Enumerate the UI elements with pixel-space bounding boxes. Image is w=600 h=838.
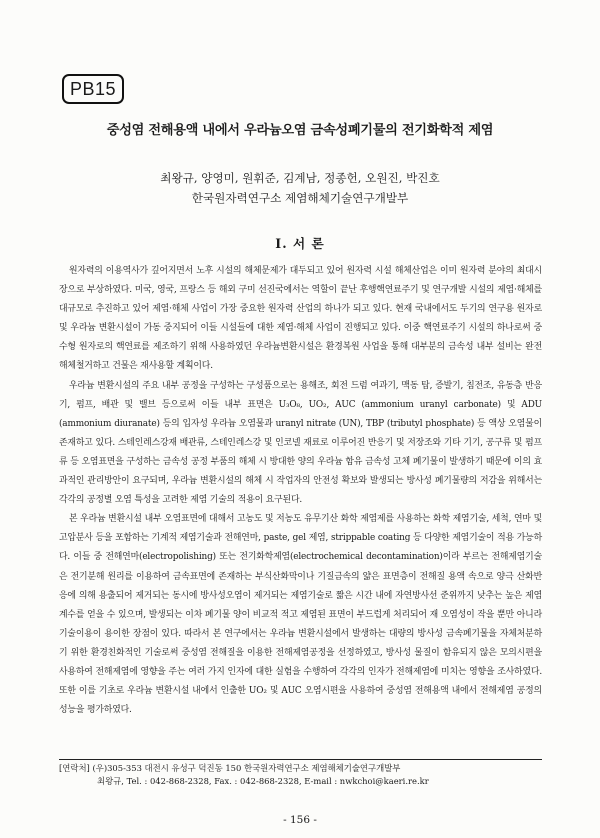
- paragraph: 우라늄 변환시설의 주요 내부 공정을 구성하는 구성품으로는 용해조, 회전 드럼 여과기, 맥동 탑, 증발기, 침전조, 유동층 반응기, 펌프, 배관 및 밸브 등으로써 이들 내부 표면은 U₃O₈, UO₂, AUC (ammonium uranyl carbonate) 및 ADU (ammonium diuranate) 등의 입자성 우라늄 오염물과 uranyl nitrate (UN), TBP (tributyl phosphate) 등 액상 오염물이 존재하고 있다. 스테인레스강재 배관류, 스테인레스강 및 인코넬 재료로 이루어진 반응기 및 저장조와 기타 기기, 공구류 및 펌프류 등 오염표면을 구성하는 금속성 공정 부품의 해체 시 방대한 양의 우라늄 함유 금속성 고체 폐기물이 발생하기 때문에 이의 효과적인 관리방안이 요구되며, 우라늄 변환시설의 해체 시 작업자의 안전성 확보와 발생되는 방사성 폐기물량의 저감을 위해서는 각각의 공정별 오염 특성을 고려한 제염 기술의 적용이 요구된다.: [59, 380, 542, 506]
- footnote-divider: [59, 759, 542, 760]
- body-text: [59, 262, 542, 720]
- page-number: - 156 -: [283, 814, 317, 826]
- contact-footnote: [59, 762, 542, 788]
- author-list: 최왕규, 양영미, 원휘준, 김계남, 정종헌, 오원진, 박진호: [160, 171, 440, 185]
- affiliation: 한국원자력연구소 제염해체기술연구개발부: [191, 191, 409, 205]
- paper-id-badge: PB15: [62, 74, 124, 104]
- contact-address: [연락처] (우)305-353 대전시 유성구 덕진동 150 한국원자력연구소 제염해체기술연구개발부: [59, 763, 401, 773]
- paragraph: 본 우라늄 변환시설 내부 오염표면에 대해서 고농도 및 저농도 유무기산 화학 제염제를 사용하는 화학 제염기술, 세척, 연마 및 고압분사 등을 포함하는 기계적 제염기술과 전해연마, paste, gel 제염, strippable coating 등 다양한 제염기술이 적용 가능하다. 이들 중 전해연마(electropolishing) 또는 전기화학제염(electrochemical decontamination)이라 부르는 전해제염기술은 전기분해 원리를 이용하여 금속표면에 존재하는 부식산화막이나 기질금속의 얇은 표면층이 전해질 용액 속으로 양극 산화반응에 의해 용출되어 제거되는 동시에 방사성오염이 제거되는 제염기술로 짧은 시간 내에 자연방사선 준위까지 낮추는 높은 제염계수를 얻을 수 있으며, 발생되는 이차 폐기물 양이 비교적 적고 제염된 표면이 부드럽게 처리되어 재 오염성이 작을 뿐만 아니라 기술이용이 용이한 장점이 있다. 따라서 본 연구에서는 우라늄 변환시설에서 발생하는 대량의 방사성 금속폐기물을 자체처분하기 위한 환경친화적인 기술로써 중성염 전해질을 이용한 전해제염공정을 선정하였고, 방사성 물질이 함유되지 않은 모의시편을 사용하여 전해제염에 영향을 주는 여러 가지 인자에 대한 실험을 수행하여 각각의 인자가 전해제염에 미치는 영향을 조사하였다. 또한 이를 기초로 우라늄 변환시설 내에서 인출한 UO₂ 및 AUC 오염시편을 사용하여 중성염 전해용액 내에서 전해제염 공정의 성능을 평가하였다.: [59, 514, 542, 716]
- contact-details: 최왕규, Tel. : 042-868-2328, Fax. : 042-868-2328, E-mail : nwkchoi@kaeri.re.kr: [97, 776, 429, 786]
- section-heading: I. 서 론: [275, 236, 325, 251]
- paper-title: 중성염 전해용액 내에서 우라늄오염 금속성폐기물의 전기화학적 제염: [106, 123, 494, 138]
- paragraph: 원자력의 이용역사가 깊어지면서 노후 시설의 해체문제가 대두되고 있어 원자력 시설 해체산업은 이미 원자력 분야의 최대시장으로 부상하였다. 미국, 영국, 프랑스 등 해외 구미 선진국에서는 역할이 끝난 후행핵연료주기 및 연구개발 시설의 제염·해체를 대규모로 추진하고 있어 제염·해체 사업이 가장 중요한 원자력 산업의 하나가 되고 있다. 현재 국내에서도 두기의 연구용 원자로 및 우라늄 변환시설이 가동 중지되어 이들 시설들에 대한 제염·해체 사업이 진행되고 있다. 이중 핵연료주기 시설의 하나로써 중수형 원자로의 핵연료를 제조하기 위해 사용하였던 우라늄변환시설은 환경복원 사업을 통해 대부분의 금속성 내부 설비는 완전 해체철거하고 건물은 재사용할 계획이다.: [59, 266, 542, 372]
